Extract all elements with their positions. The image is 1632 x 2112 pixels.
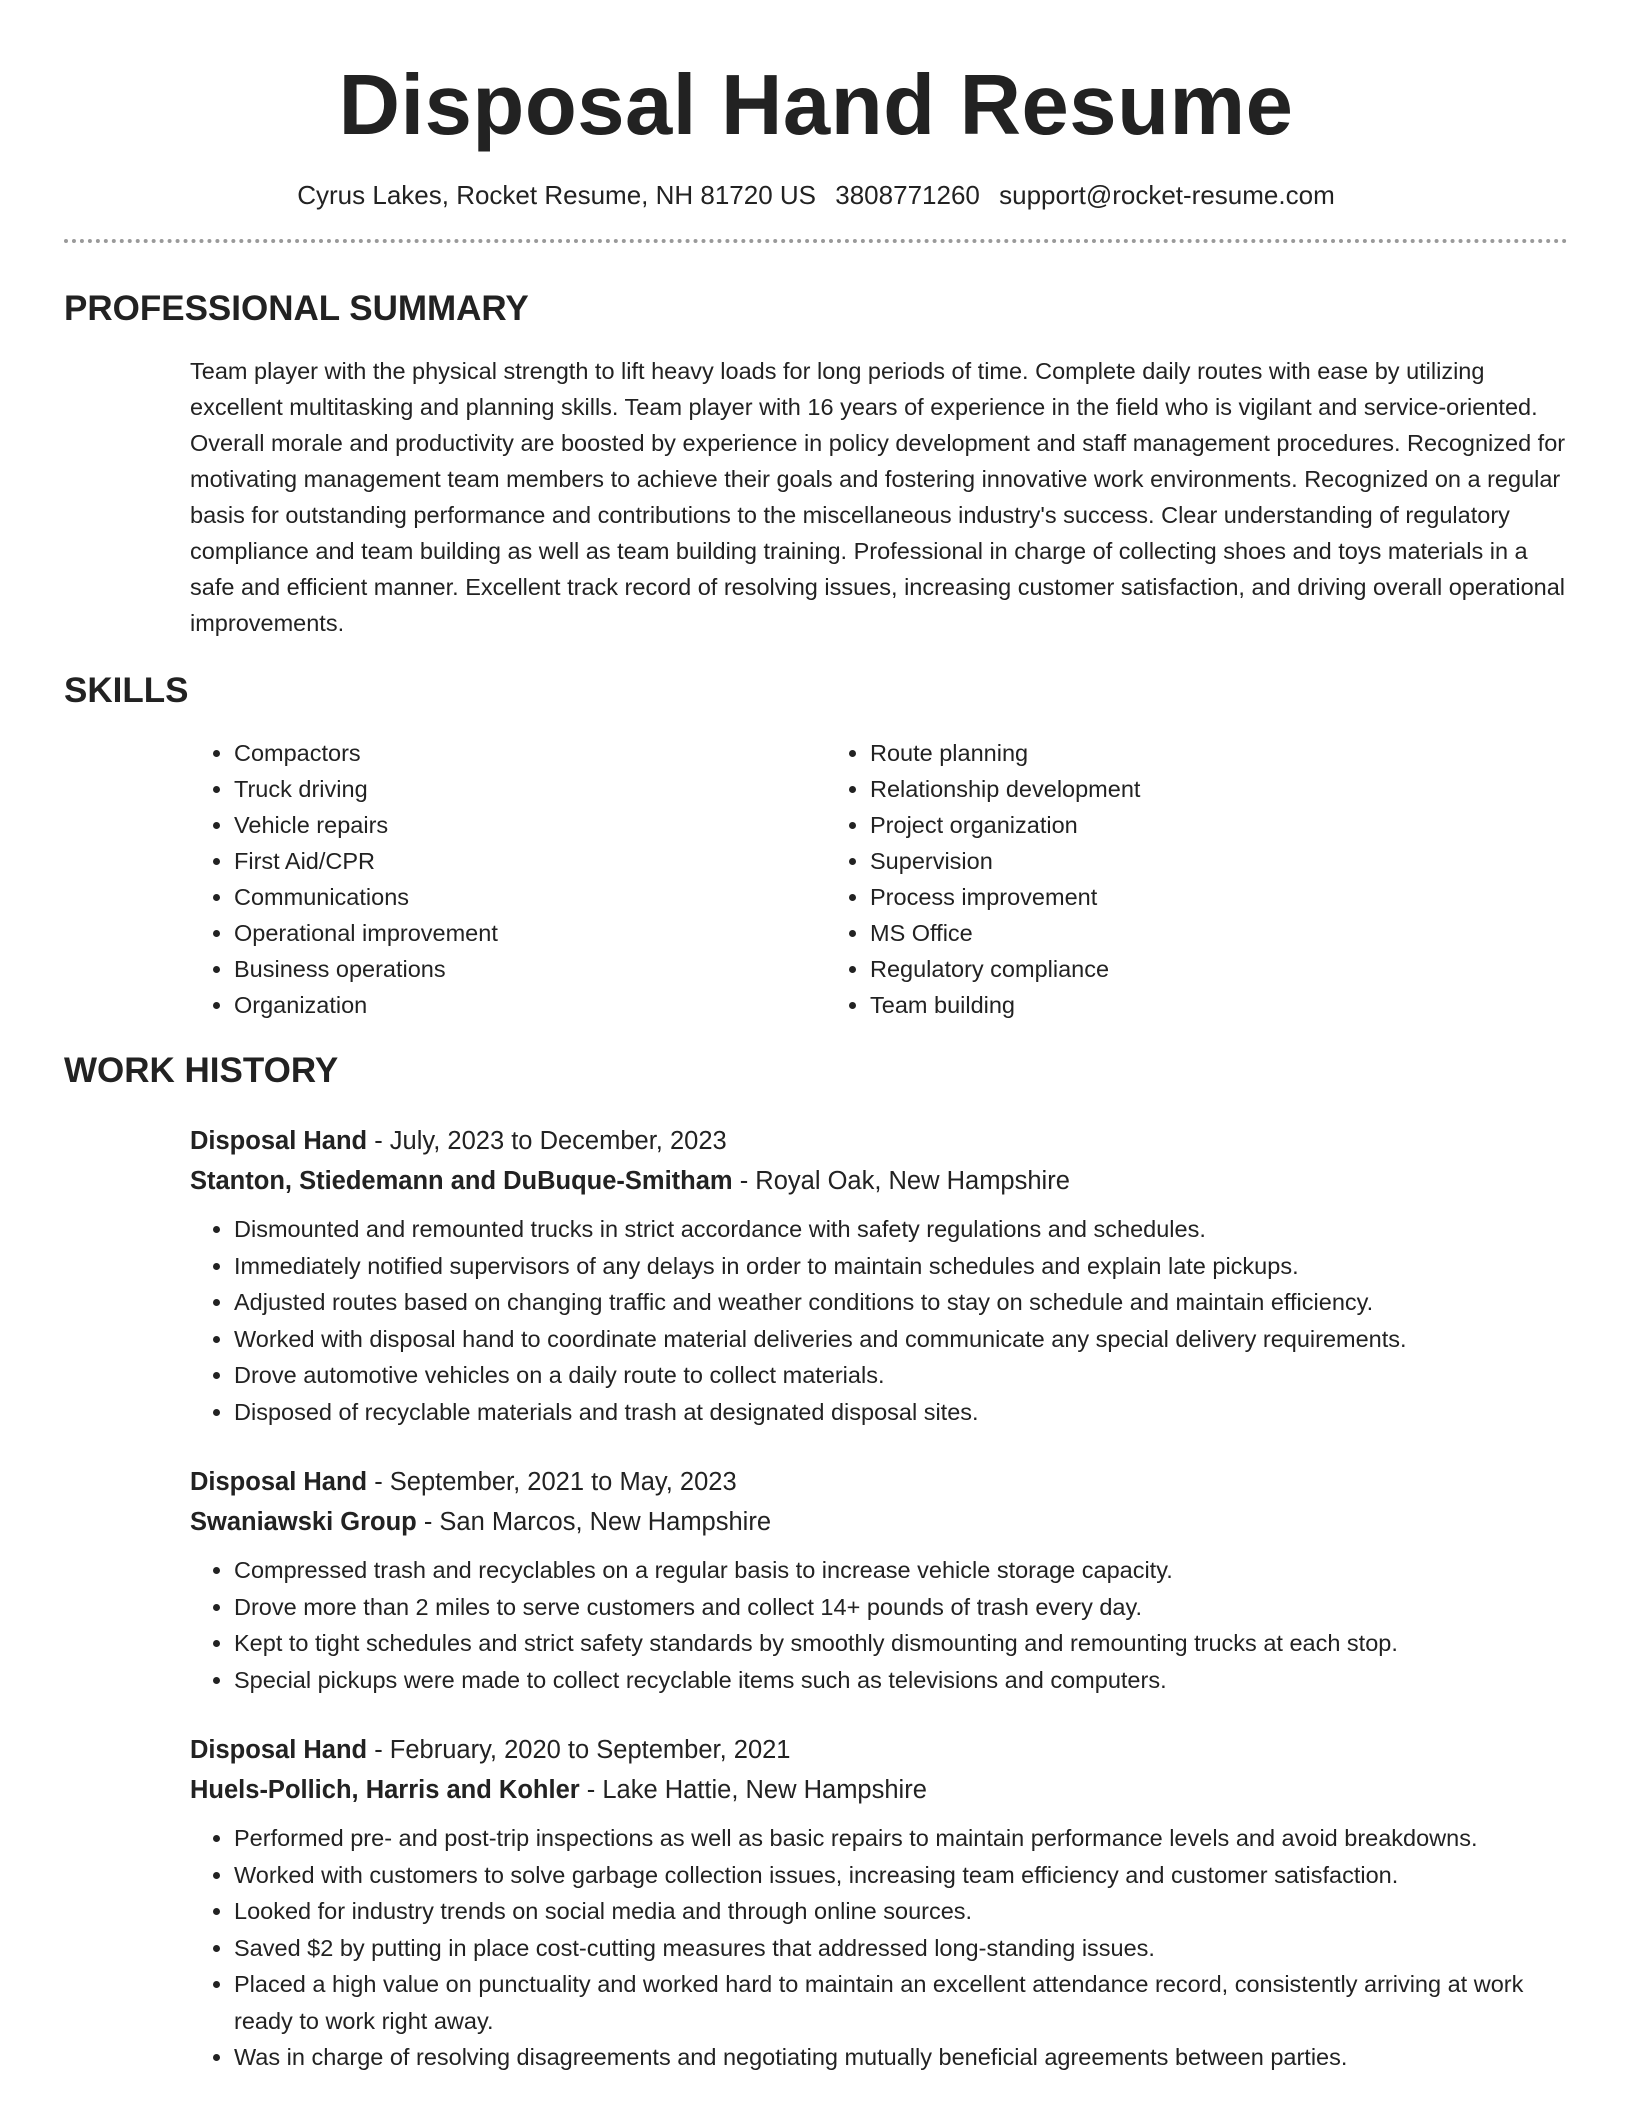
job-bullet: • Drove automotive vehicles on a daily route to collect materials. xyxy=(234,1357,1568,1394)
skill-item: • Relationship development xyxy=(870,771,1506,807)
job-dates: - September, 2021 to May, 2023 xyxy=(367,1468,737,1496)
job-bullet: • Special pickups were made to collect recyclable items such as televisions and computers. xyxy=(234,1662,1568,1699)
job-title-line xyxy=(190,1121,1568,1161)
job-location: - San Marcos, New Hampshire xyxy=(416,1508,772,1536)
job-bullet: • Adjusted routes based on changing traffic and weather conditions to stay on schedule and maintain efficiency. xyxy=(234,1284,1568,1321)
skill-item: • Process improvement xyxy=(870,879,1506,915)
skill-item: • Operational improvement xyxy=(234,915,826,951)
resume-title: Disposal Hand Resume xyxy=(338,58,1294,153)
skills-list-right xyxy=(826,735,1506,1023)
contact-email: support@rocket-resume.com xyxy=(999,180,1335,210)
job-dates: - July, 2023 to December, 2023 xyxy=(367,1127,727,1155)
skill-item: • Regulatory compliance xyxy=(870,951,1506,987)
skill-item: • Truck driving xyxy=(234,771,826,807)
job-bullets xyxy=(190,1820,1568,2076)
job-company: Stanton, Stiedemann and DuBuque-Smitham xyxy=(190,1167,733,1195)
job-company: Swaniawski Group xyxy=(190,1508,417,1536)
job-title-line xyxy=(190,1462,1568,1502)
skill-item: • Business operations xyxy=(234,951,826,987)
job-bullet: • Performed pre- and post-trip inspections as well as basic repairs to maintain performance levels and avoid breakdowns. xyxy=(234,1820,1568,1857)
job-entry xyxy=(190,1121,1568,1430)
job-title: Disposal Hand xyxy=(190,1468,368,1496)
skill-item: • Route planning xyxy=(870,735,1506,771)
skill-item: • Supervision xyxy=(870,843,1506,879)
job-bullet: • Disposed of recyclable materials and trash at designated disposal sites. xyxy=(234,1394,1568,1431)
job-bullet: • Worked with customers to solve garbage collection issues, increasing team efficiency and customer satisfaction. xyxy=(234,1857,1568,1894)
job-title-line xyxy=(190,1730,1568,1770)
skill-item: • Compactors xyxy=(234,735,826,771)
job-location: - Lake Hattie, New Hampshire xyxy=(579,1776,927,1804)
skills-columns xyxy=(190,735,1568,1023)
job-bullet: • Was in charge of resolving disagreements and negotiating mutually beneficial agreements between parties. xyxy=(234,2039,1568,2076)
job-bullets xyxy=(190,1552,1568,1698)
contact-address: Cyrus Lakes, Rocket Resume, NH 81720 US xyxy=(297,180,817,210)
skill-item: • Organization xyxy=(234,987,826,1023)
job-bullet: • Worked with disposal hand to coordinate material deliveries and communicate any special delivery requirements. xyxy=(234,1321,1568,1358)
contact-line xyxy=(64,178,1568,212)
skills-heading: SKILLS xyxy=(64,671,189,710)
job-company-line xyxy=(190,1770,1568,1810)
header-divider xyxy=(64,239,1568,243)
skill-item: • Communications xyxy=(234,879,826,915)
job-bullet: • Immediately notified supervisors of any delays in order to maintain schedules and explain late pickups. xyxy=(234,1248,1568,1285)
summary-heading: PROFESSIONAL SUMMARY xyxy=(64,289,529,328)
job-bullet: • Drove more than 2 miles to serve customers and collect 14+ pounds of trash every day. xyxy=(234,1589,1568,1626)
job-bullet: • Compressed trash and recyclables on a regular basis to increase vehicle storage capacity. xyxy=(234,1552,1568,1589)
job-title: Disposal Hand xyxy=(190,1127,368,1155)
job-location: - Royal Oak, New Hampshire xyxy=(732,1167,1070,1195)
skill-item: • Project organization xyxy=(870,807,1506,843)
skill-item: • Vehicle repairs xyxy=(234,807,826,843)
job-bullets xyxy=(190,1211,1568,1430)
job-company-line xyxy=(190,1502,1568,1542)
contact-phone: 3808771260 xyxy=(835,180,980,210)
job-title: Disposal Hand xyxy=(190,1736,368,1764)
job-company: Huels-Pollich, Harris and Kohler xyxy=(190,1776,580,1804)
job-bullet: • Placed a high value on punctuality and worked hard to maintain an excellent attendance record, consistently arriving at work ready to work right away. xyxy=(234,1966,1568,2039)
job-bullet: • Kept to tight schedules and strict safety standards by smoothly dismounting and remounting trucks at each stop. xyxy=(234,1625,1568,1662)
job-entry xyxy=(190,1730,1568,2076)
job-bullet: • Saved $2 by putting in place cost-cutting measures that addressed long-standing issues. xyxy=(234,1930,1568,1967)
skill-item: • MS Office xyxy=(870,915,1506,951)
job-entry xyxy=(190,1462,1568,1698)
skills-list-left xyxy=(190,735,826,1023)
job-bullet: • Looked for industry trends on social media and through online sources. xyxy=(234,1893,1568,1930)
job-dates: - February, 2020 to September, 2021 xyxy=(367,1736,791,1764)
work-history-heading: WORK HISTORY xyxy=(64,1051,339,1090)
skill-item: • Team building xyxy=(870,987,1506,1023)
job-bullet: • Dismounted and remounted trucks in strict accordance with safety regulations and schedules. xyxy=(234,1211,1568,1248)
job-company-line xyxy=(190,1161,1568,1201)
summary-text: Team player with the physical strength to lift heavy loads for long periods of time. Complete daily routes with ease by utilizing excellent multitasking and planning skills. Team player with 16 years of experience in the field who is vigilant and service-oriented. Overall morale and productivity are boosted by experience in policy development and staff management procedures. Recognized for motivating management team members to achieve their goals and fostering innovative work environments. Recognized on a regular basis for outstanding performance and contributions to the miscellaneous industry's success. Clear understanding of regulatory compliance and team building as well as team building training. Professional in charge of collecting shoes and toys materials in a safe and efficient manner. Excellent track record of resolving issues, increasing customer satisfaction, and driving overall operational improvements. xyxy=(190,358,1566,636)
skill-item: • First Aid/CPR xyxy=(234,843,826,879)
